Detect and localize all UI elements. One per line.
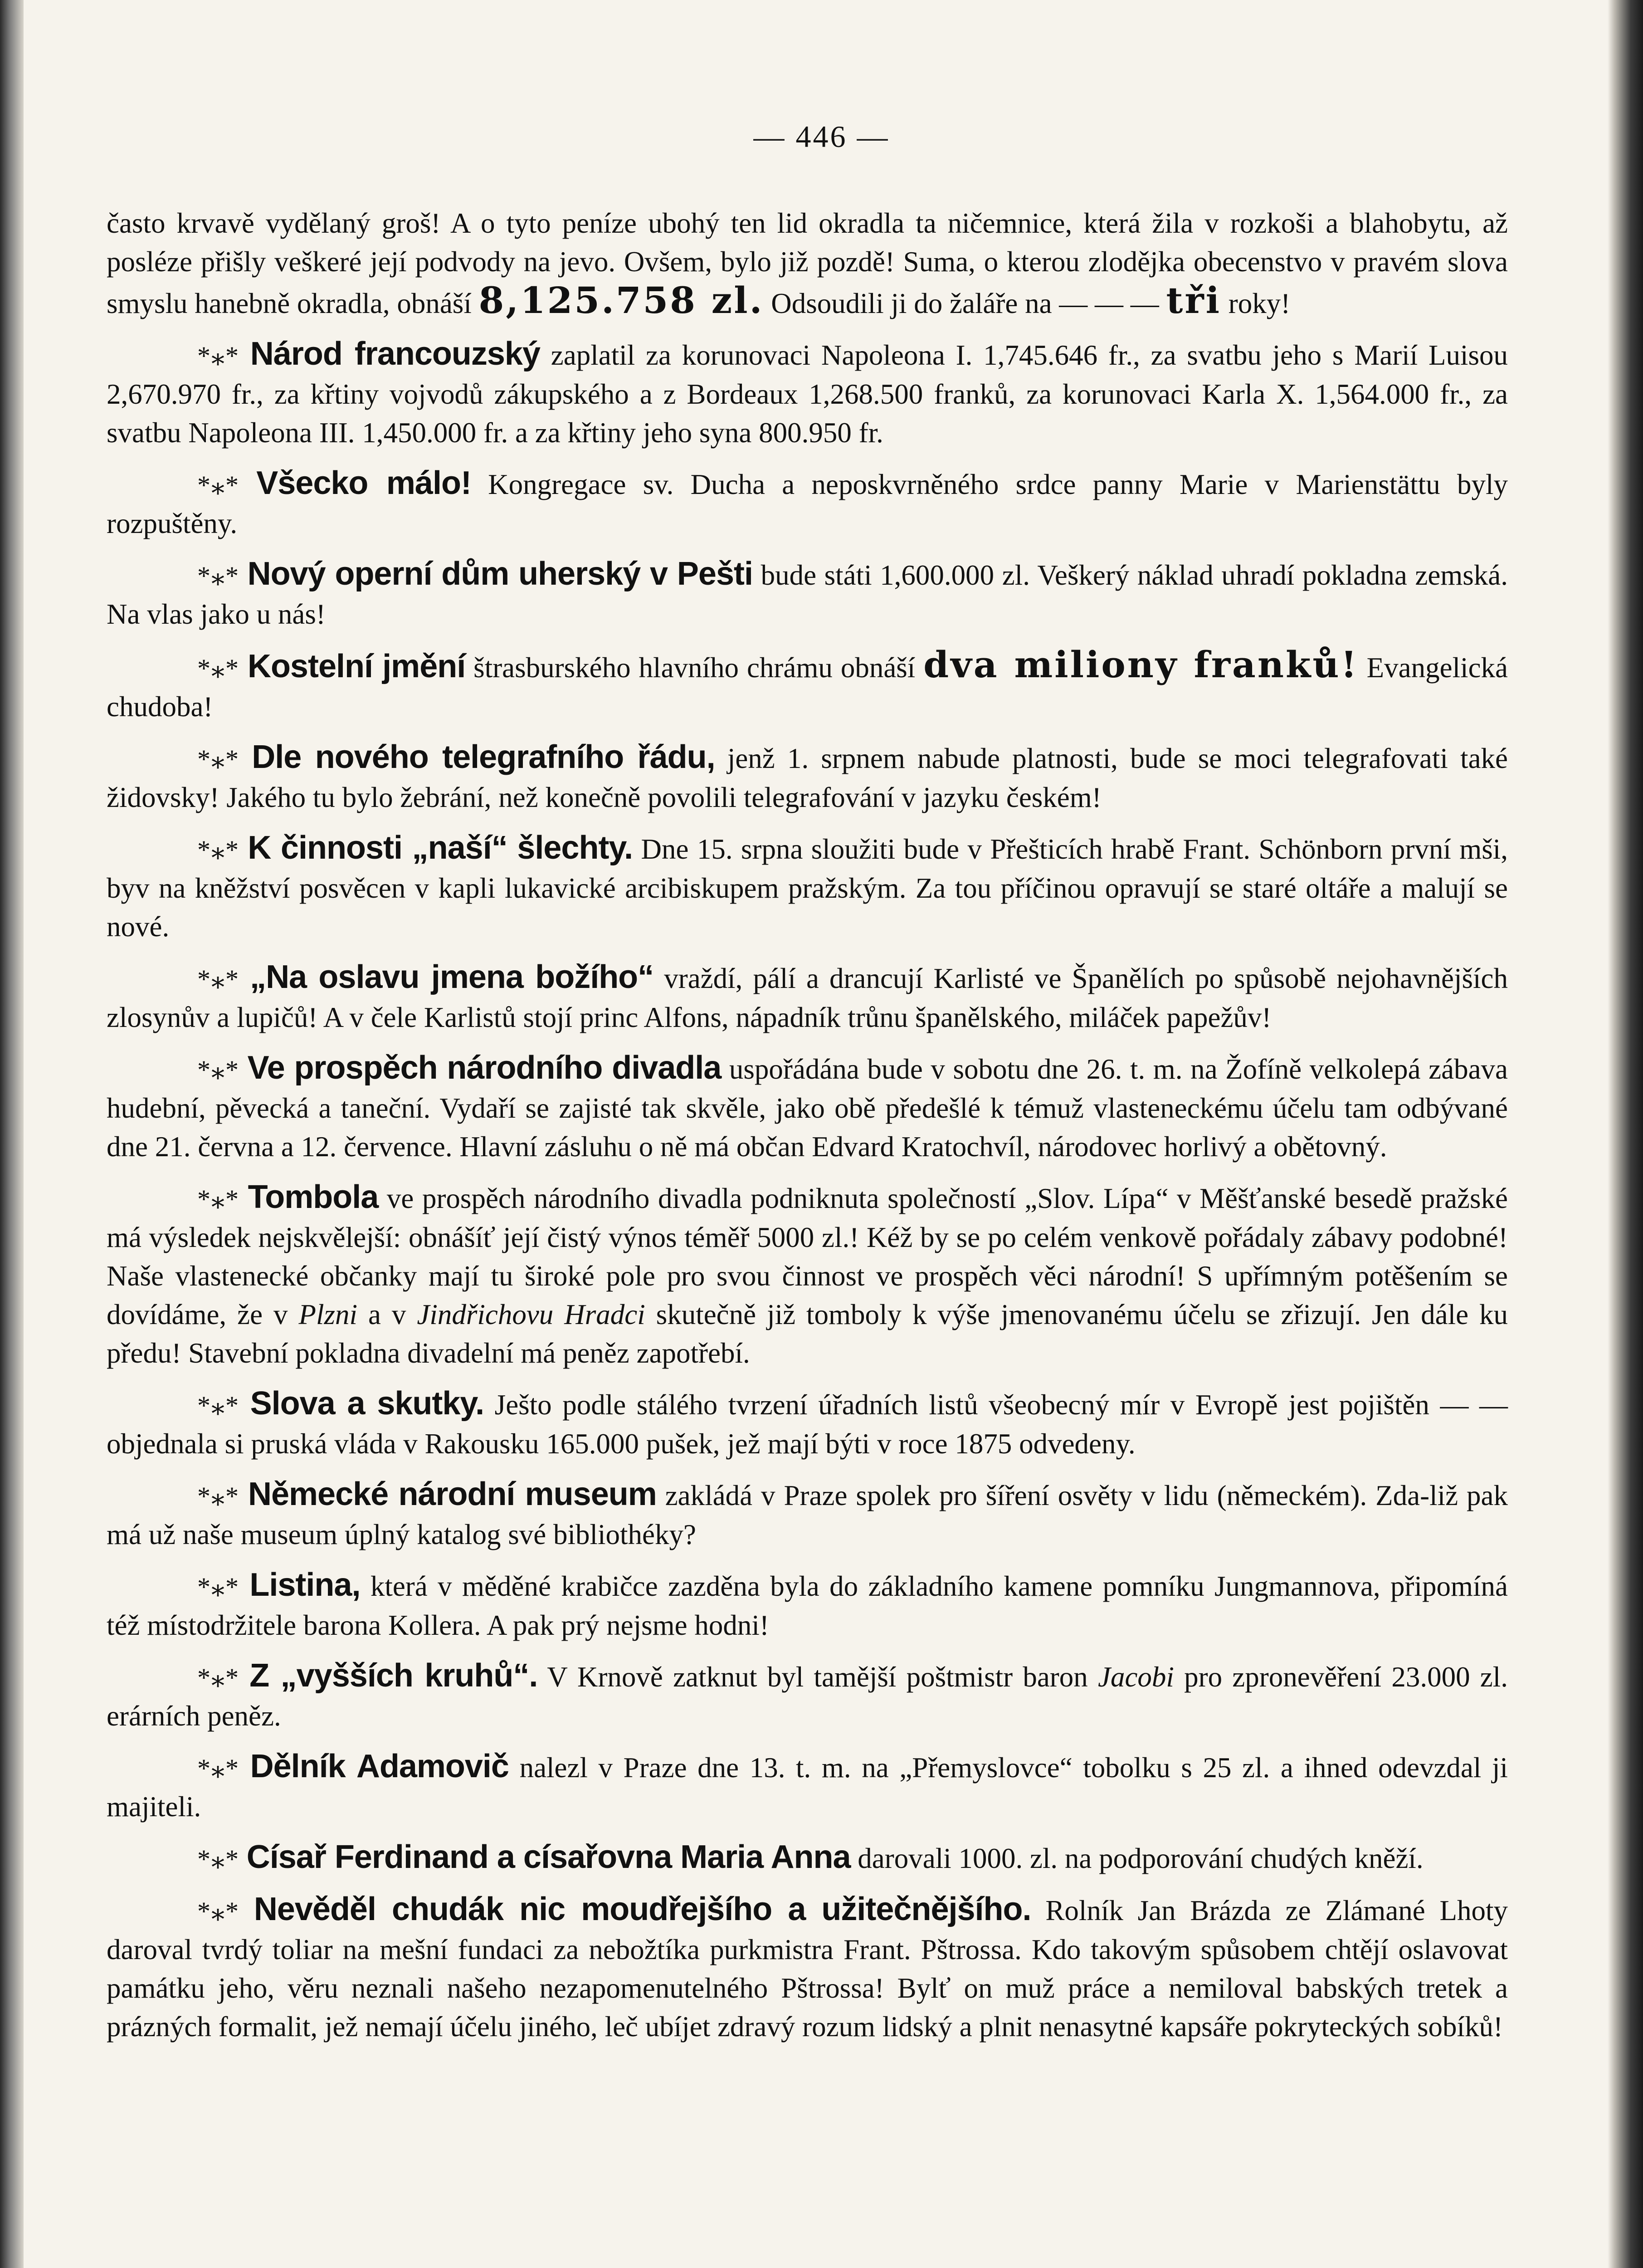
asterism-icon: *⁎* bbox=[197, 1055, 239, 1085]
item-text: ve prospěch národního divadla podniknuta společností „Slov. Lípa“ v Měšťanské besedě pražské má výsledek nejskvělejší: obnášíť její čistý výnos téměř 5000 zl.! Kéž by se po celém venkově pořádaly zábavy podobné! Naše vlastenecké občanky mají tu široké pole pro svou činnost ve prospěch věci národní! S upřímným potěšením se dovídáme, že v bbox=[107, 1183, 1508, 1330]
asterism-icon: *⁎* bbox=[197, 835, 239, 865]
item-heading: Všecko málo! bbox=[256, 465, 471, 501]
item-text: nalezl v Praze dne 13. t. m. na „Přemyslovce“ tobolku s 25 zl. a ihned odevzdal ji majiteli. bbox=[107, 1752, 1508, 1823]
item-heading: Z „vyšších kruhů“. bbox=[249, 1657, 538, 1694]
item-heading: Císař Ferdinand a císařovna Maria Anna bbox=[246, 1839, 851, 1875]
intro-years: tři bbox=[1166, 279, 1222, 322]
item-emphasis: dva miliony franků! bbox=[923, 643, 1359, 686]
news-item bbox=[107, 1475, 1508, 1554]
item-text: darovali 1000. zl. na podporování chudých kněží. bbox=[850, 1843, 1424, 1874]
asterism-icon: *⁎* bbox=[197, 1572, 239, 1602]
asterism-icon: *⁎* bbox=[197, 1481, 239, 1511]
news-item bbox=[107, 1747, 1508, 1826]
news-item bbox=[107, 1657, 1508, 1735]
item-heading: Tombola bbox=[248, 1179, 379, 1215]
news-item bbox=[107, 1890, 1508, 2046]
item-text: zaplatil za korunovaci Napoleona I. 1,745.646 fr., za svatbu jeho s Marií Luisou 2,670.970 fr., za křtiny vojvodů zákupského a z Bordeaux 1,268.500 franků, za korunovaci Karla X. 1,564.000 fr., za svatbu Napoleona III. 1,450.000 fr. a za křtiny jeho syna 800.950 fr. bbox=[107, 339, 1508, 449]
item-text: Rolník Jan Brázda ze Zlámané Lhoty daroval tvrdý toliar na mešní fundaci za nebožtíka purkmistra Frant. Pštrossa. Kdo takovým spůsobem chtějí oslavovat památku jeho, věru neznali našeho nezapomenutelného Pštrossa! Bylť on muž práce a nemiloval babských tretek a prázných formalit, jež nemají účelu jiného, leč ubíjet zdravý rozum lidský a plnit nenasytné kapsáře pokrytеckých sobíků! bbox=[107, 1895, 1508, 2043]
asterism-icon: *⁎* bbox=[197, 561, 239, 591]
asterism-icon: *⁎* bbox=[197, 470, 239, 500]
intro-text-1: často krvavě vydělaný groš! A o tyto peníze ubohý ten lid okradla ta ničemnice, která žila v rozkoši a blahobytu, až posléze přišly veškeré její podvody na jevo. Ovšem, bylo již pozdě! Suma, o kterou zlodějka obecenstvo v pravém slova smyslu hanebně okradla, obnáší bbox=[107, 207, 1508, 319]
news-item bbox=[107, 335, 1508, 452]
item-text: jenž 1. srpnem nabude platnosti, bude se moci telegrafovati také židovsky! Jakého tu bylo žebrání, než konečně povolili telegrafování v jazyku českém! bbox=[107, 743, 1508, 813]
item-italic-place: Jindřichovu Hradci bbox=[417, 1299, 645, 1330]
item-text: vraždí, pálí a drancují Karlisté ve Španělích po spůsobě nejohavnějších zlosynův a lupičů! A v čele Karlistů stojí princ Alfons, nápadník trůnu španělského, miláček papežův! bbox=[107, 963, 1508, 1033]
item-heading: K činnosti „naší“ šlechty. bbox=[248, 830, 633, 866]
item-text-after: pro zpronevěření 23.000 zl. erárních peněz. bbox=[107, 1661, 1508, 1732]
item-italic-place: Plzni bbox=[298, 1299, 358, 1330]
item-heading: Dělník Adamovič bbox=[250, 1748, 509, 1784]
intro-amount: 8,125.758 zl. bbox=[478, 279, 764, 322]
item-text: uspořádána bude v sobotu dne 26. t. m. na Žofíně velkolepá zábava hudební, pěvecká a taneční. Vydaří se zajisté tak skvěle, jako obě předešlé k témuž vlasteneckému účelu tam odbývané dne 21. června a 12. července. Hlavní zásluhu o ně má občan Edvard Kratochvíl, národovec horlivý a obětovný. bbox=[107, 1053, 1508, 1163]
item-heading: Národ francouzský bbox=[250, 336, 541, 372]
item-text: která v měděné krabičce zazděna byla do základního kamene pomníku Jungmannova, připomíná též místodržitele barona Kollera. A pak prý nejsme hodni! bbox=[107, 1570, 1508, 1641]
asterism-icon: *⁎* bbox=[197, 1663, 239, 1692]
item-text-after: Evangelická chudoba! bbox=[107, 652, 1508, 723]
news-item bbox=[107, 464, 1508, 543]
news-item bbox=[107, 738, 1508, 817]
item-heading: Kostelní jmění bbox=[247, 648, 466, 684]
item-heading: Ve prospěch národního divadla bbox=[247, 1050, 722, 1086]
item-heading: Nevěděl chudák nic moudřejšího a užitečnějšího. bbox=[254, 1891, 1031, 1927]
item-heading: Dle nového telegrafního řádu, bbox=[252, 739, 715, 775]
news-item bbox=[107, 1566, 1508, 1645]
item-heading: Listina, bbox=[249, 1567, 361, 1603]
asterism-icon: *⁎* bbox=[197, 1184, 239, 1214]
item-heading: „Na oslavu jmena božího“ bbox=[250, 959, 654, 995]
item-text: Ješto podle stálého tvrzení úřadních listů všeobecný mír v Evropě jest pojištěn — — objednala si pruská vláda v Rakousku 165.000 pušek, jež mají býti v roce 1875 odvedeny. bbox=[107, 1389, 1508, 1460]
asterism-icon: *⁎* bbox=[197, 744, 239, 774]
asterism-icon: *⁎* bbox=[197, 1754, 239, 1783]
asterism-icon: *⁎* bbox=[197, 341, 239, 371]
news-item bbox=[107, 958, 1508, 1037]
news-item bbox=[107, 555, 1508, 634]
news-item bbox=[107, 1049, 1508, 1166]
item-text: zakládá v Praze spolek pro šíření osvěty v lidu (německém). Zda-liž pak má už naše museum úplný katalog své bibliothéky? bbox=[107, 1480, 1508, 1550]
item-heading: Nový operní dům uherský v Pešti bbox=[247, 556, 753, 592]
asterism-icon: *⁎* bbox=[197, 654, 239, 683]
item-text: štrasburského hlavního chrámu obnáší bbox=[465, 652, 924, 684]
news-item bbox=[107, 1838, 1508, 1878]
item-text: V Krnově zatknut byl tamější poštmistr baron bbox=[537, 1661, 1098, 1693]
intro-paragraph bbox=[107, 204, 1508, 323]
asterism-icon: *⁎* bbox=[197, 1897, 239, 1926]
intro-text-3: roky! bbox=[1221, 288, 1291, 319]
article-body bbox=[107, 204, 1508, 2058]
item-heading: Německé národní museum bbox=[248, 1476, 657, 1512]
page-edge-left bbox=[0, 0, 24, 2268]
item-heading: Slova a skutky. bbox=[250, 1385, 484, 1422]
asterism-icon: *⁎* bbox=[197, 1844, 239, 1874]
news-item bbox=[107, 1384, 1508, 1463]
intro-text-2: Odsoudili ji do žaláře na — — — bbox=[764, 288, 1166, 319]
item-text-after: skutečně již tomboly k výše jmenovanému účelu se zřizují. Jen dále ku předu! Stavební pokladna divadelní má peněz zapotřebí. bbox=[107, 1299, 1508, 1369]
page-number: — 446 — bbox=[753, 119, 890, 154]
item-italic-name: Jacobi bbox=[1097, 1661, 1174, 1693]
item-text: Dne 15. srpna sloužiti bude v Přešticích hrabě Frant. Schönborn první mši, byv na kněžství posvěcen v kapli lukavické arcibiskupem pražským. Za tou příčinou opravují se staré oltáře a malují se nové. bbox=[107, 833, 1508, 943]
page-edge-right bbox=[1608, 0, 1643, 2268]
item-text-mid: a v bbox=[357, 1299, 417, 1330]
item-text: bude státi 1,600.000 zl. Veškerý náklad uhradí pokladna zemská. Na vlas jako u nás! bbox=[107, 559, 1508, 630]
asterism-icon: *⁎* bbox=[197, 964, 239, 994]
item-text: Kongregace sv. Ducha a neposkvrněného srdce panny Marie v Marienstättu byly rozpuštěny. bbox=[107, 469, 1508, 539]
news-item bbox=[107, 1178, 1508, 1373]
news-item bbox=[107, 645, 1508, 726]
asterism-icon: *⁎* bbox=[197, 1391, 239, 1420]
news-item bbox=[107, 829, 1508, 946]
